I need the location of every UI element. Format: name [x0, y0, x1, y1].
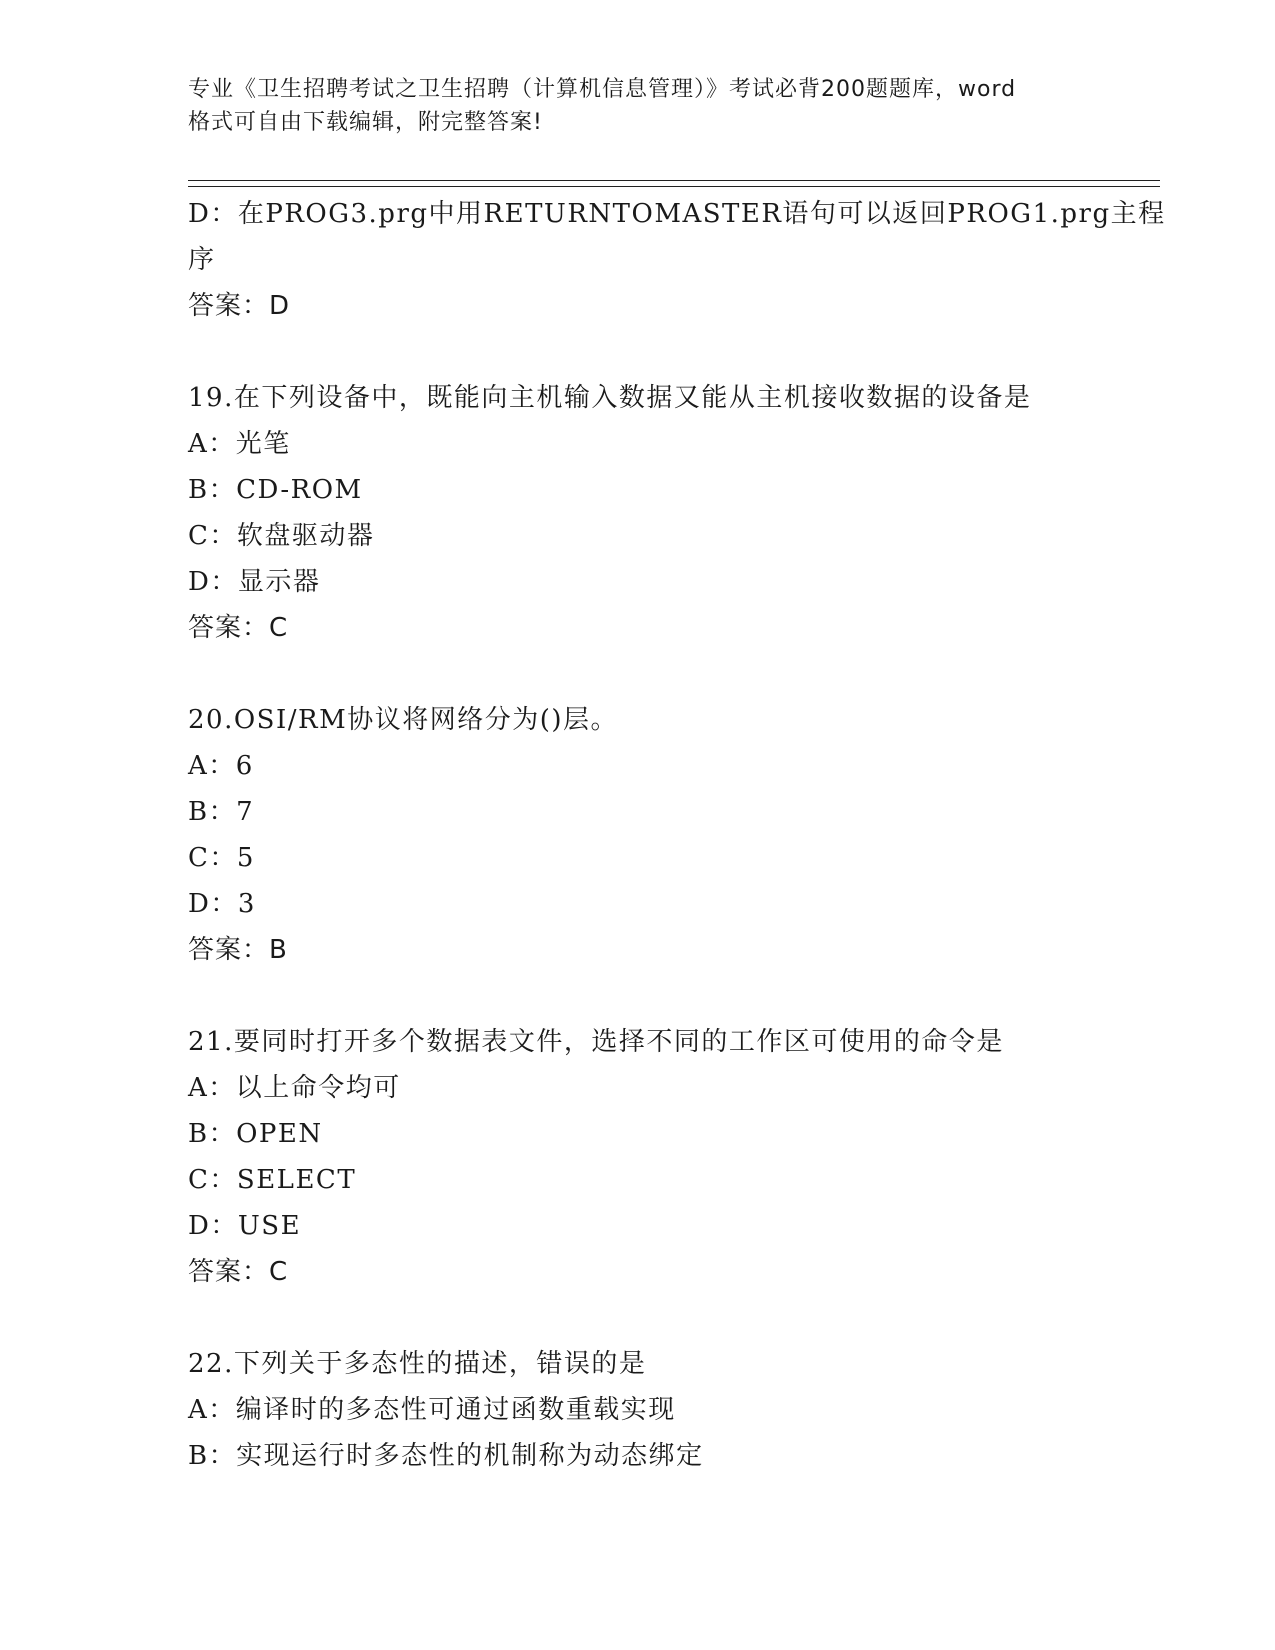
question-21 [188, 1019, 1148, 1295]
option-b: B：CD-ROM [188, 475, 363, 505]
option-b: B：7 [188, 797, 255, 827]
option-a: A：光笔 [188, 429, 291, 459]
option-d: D：USE [188, 1211, 302, 1241]
question-20 [188, 697, 1148, 973]
answer: 答案：D [188, 291, 291, 321]
answer: 答案：B [188, 935, 288, 965]
document-header [188, 73, 1118, 139]
option-a: A：6 [188, 751, 254, 781]
answer: 答案：C [188, 613, 289, 643]
question-stem: 19.在下列设备中，既能向主机输入数据又能从主机接收数据的设备是 [188, 383, 1032, 413]
option-b: B：OPEN [188, 1119, 323, 1149]
option-d: D：在PROG3.prg中用RETURNTOMASTER语句可以返回PROG1.prg主程 [188, 199, 1166, 229]
document-body [188, 191, 1166, 1479]
option-b: B：实现运行时多态性的机制称为动态绑定 [188, 1441, 704, 1471]
option-d-continued: 序 [188, 245, 216, 275]
header-divider-bottom [188, 186, 1160, 187]
question-18-tail [188, 191, 1166, 329]
option-c: C：5 [188, 843, 255, 873]
header-divider-top [188, 180, 1160, 181]
option-c: C：SELECT [188, 1165, 357, 1195]
option-d: D：3 [188, 889, 256, 919]
option-c: C：软盘驱动器 [188, 521, 375, 551]
answer: 答案：C [188, 1257, 289, 1287]
question-22 [188, 1341, 1148, 1479]
header-line-2: 格式可自由下载编辑，附完整答案! [188, 110, 543, 135]
question-stem: 20.OSI/RM协议将网络分为()层。 [188, 705, 618, 735]
question-stem: 22.下列关于多态性的描述，错误的是 [188, 1349, 647, 1379]
option-a: A：以上命令均可 [188, 1073, 401, 1103]
option-a: A：编译时的多态性可通过函数重载实现 [188, 1395, 676, 1425]
question-stem: 21.要同时打开多个数据表文件，选择不同的工作区可使用的命令是 [188, 1027, 1004, 1057]
header-line-1: 专业《卫生招聘考试之卫生招聘（计算机信息管理）》考试必背200题题库，word [188, 77, 1017, 102]
option-d: D：显示器 [188, 567, 321, 597]
question-19 [188, 375, 1148, 651]
